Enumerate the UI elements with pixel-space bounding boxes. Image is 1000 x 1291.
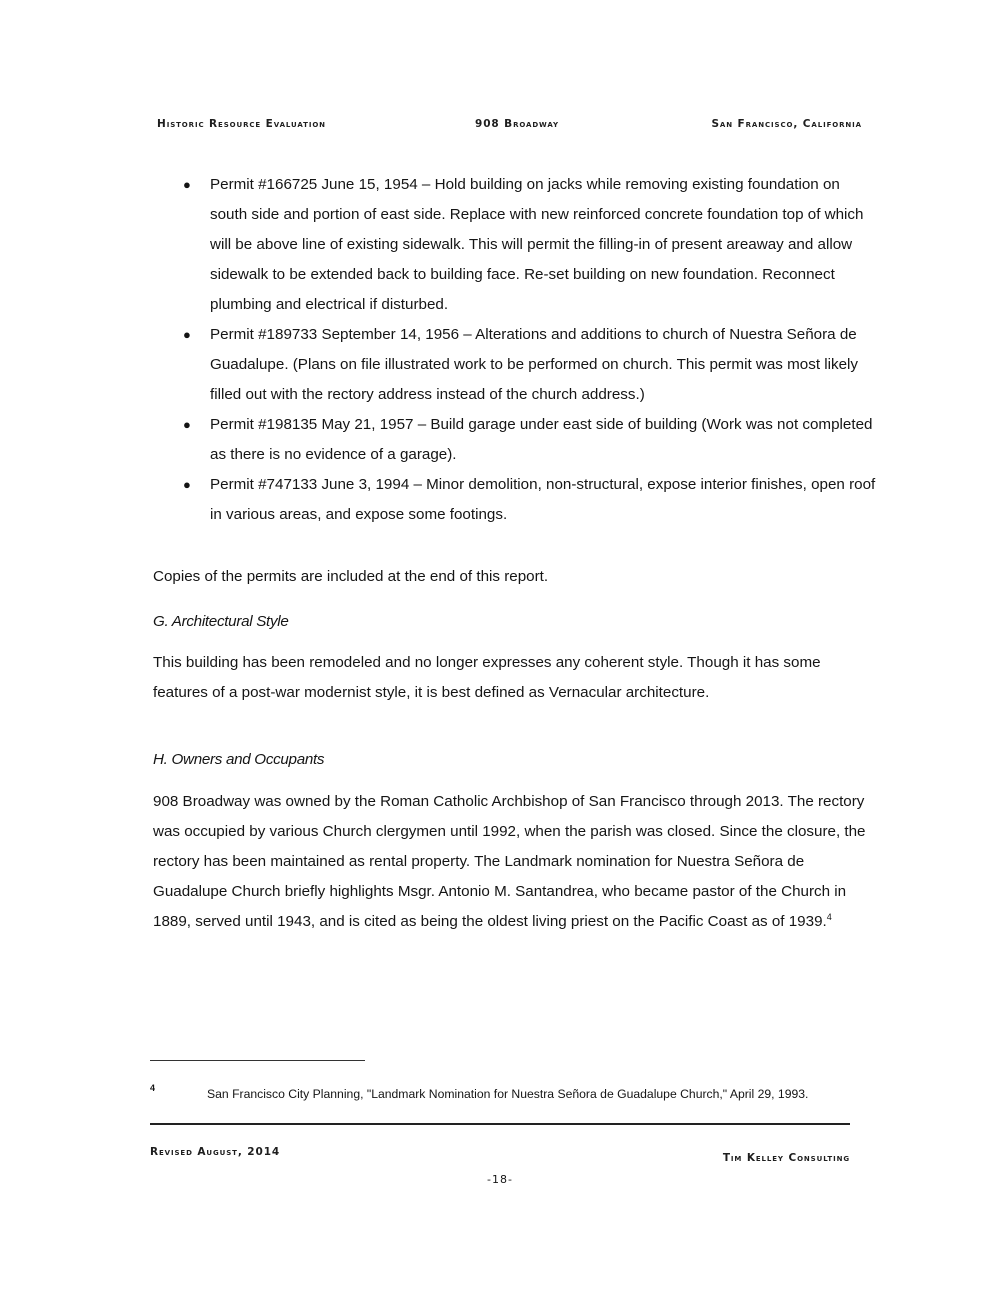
footnote-text: San Francisco City Planning, "Landmark Nomination for Nuestra Señora de Guadalupe Church," April 29, 1993.: [207, 1087, 809, 1101]
bullet-icon: ●: [183, 477, 191, 492]
footnote-divider: [150, 1060, 365, 1061]
permit-text: Permit #189733 September 14, 1956 – Alterations and additions to church of Nuestra Señora de Guadalupe. (Plans on file illustrated work to be performed on church. This permit was most likely filled out with the rectory address instead of the church address.): [210, 326, 859, 403]
header-document-type: Historic Resource Evaluation: [157, 118, 326, 130]
footer-company: Tim Kelley Consulting: [722, 1152, 850, 1164]
section-heading-owners-occupants: H. Owners and Occupants: [153, 751, 325, 768]
page-footer: [0, 1146, 1000, 1162]
permit-item: [160, 410, 880, 470]
bullet-icon: ●: [183, 327, 191, 342]
architectural-style-paragraph: This building has been remodeled and no longer expresses any coherent style. Though it has some features of a post-war modernist style, it is best defined as Vernacular architecture.: [153, 654, 821, 701]
permit-item: [160, 170, 880, 320]
bullet-icon: ●: [183, 177, 191, 192]
permit-list: [160, 170, 880, 530]
footnote-number: 4: [150, 1083, 156, 1093]
permit-text: Permit #747133 June 3, 1994 – Minor demolition, non-structural, expose interior finishes, open roof in various areas, and expose some footings.: [210, 476, 876, 523]
header-address: 908 Broadway: [475, 118, 559, 130]
permit-text: Permit #166725 June 15, 1954 – Hold building on jacks while removing existing foundation on south side and portion of east side. Replace with new reinforced concrete foundation top of which will be above line of existing sidewalk. This will permit the filling-in of present areaway and allow sidewalk to be extended back to building face. Re-set building on new foundation. Reconnect plumbing and electrical if disturbed.: [210, 176, 864, 313]
footer-revision: Revised August, 2014: [150, 1146, 281, 1158]
owners-occupants-paragraph: [153, 787, 873, 937]
bullet-icon: ●: [183, 417, 191, 432]
section-heading-architectural-style: G. Architectural Style: [153, 613, 289, 630]
page-number: -18-: [487, 1173, 513, 1186]
permits-note: Copies of the permits are included at the end of this report.: [153, 568, 549, 585]
footnote-reference[interactable]: 4: [826, 911, 832, 922]
permit-text: Permit #198135 May 21, 1957 – Build garage under east side of building (Work was not completed as there is no evidence of a garage).: [210, 416, 873, 463]
owners-occupants-text: 908 Broadway was owned by the Roman Catholic Archbishop of San Francisco through 2013. The rectory was occupied by various Church clergymen until 1992, when the parish was closed. Since the closure, the rectory has been maintained as rental property. The Landmark nomination for Nuestra Señora de Guadalupe Church briefly highlights Msgr. Antonio M. Santandrea, who became pastor of the Church in 1889, served until 1943, and is cited as being the oldest living priest on the Pacific Coast as of 1939.: [153, 793, 866, 930]
permit-item: [160, 470, 880, 530]
footnote: [150, 1083, 850, 1105]
page-header: [0, 118, 1000, 134]
permit-item: [160, 320, 880, 410]
header-location: San Francisco, California: [711, 118, 862, 130]
footer-divider: [150, 1123, 850, 1125]
